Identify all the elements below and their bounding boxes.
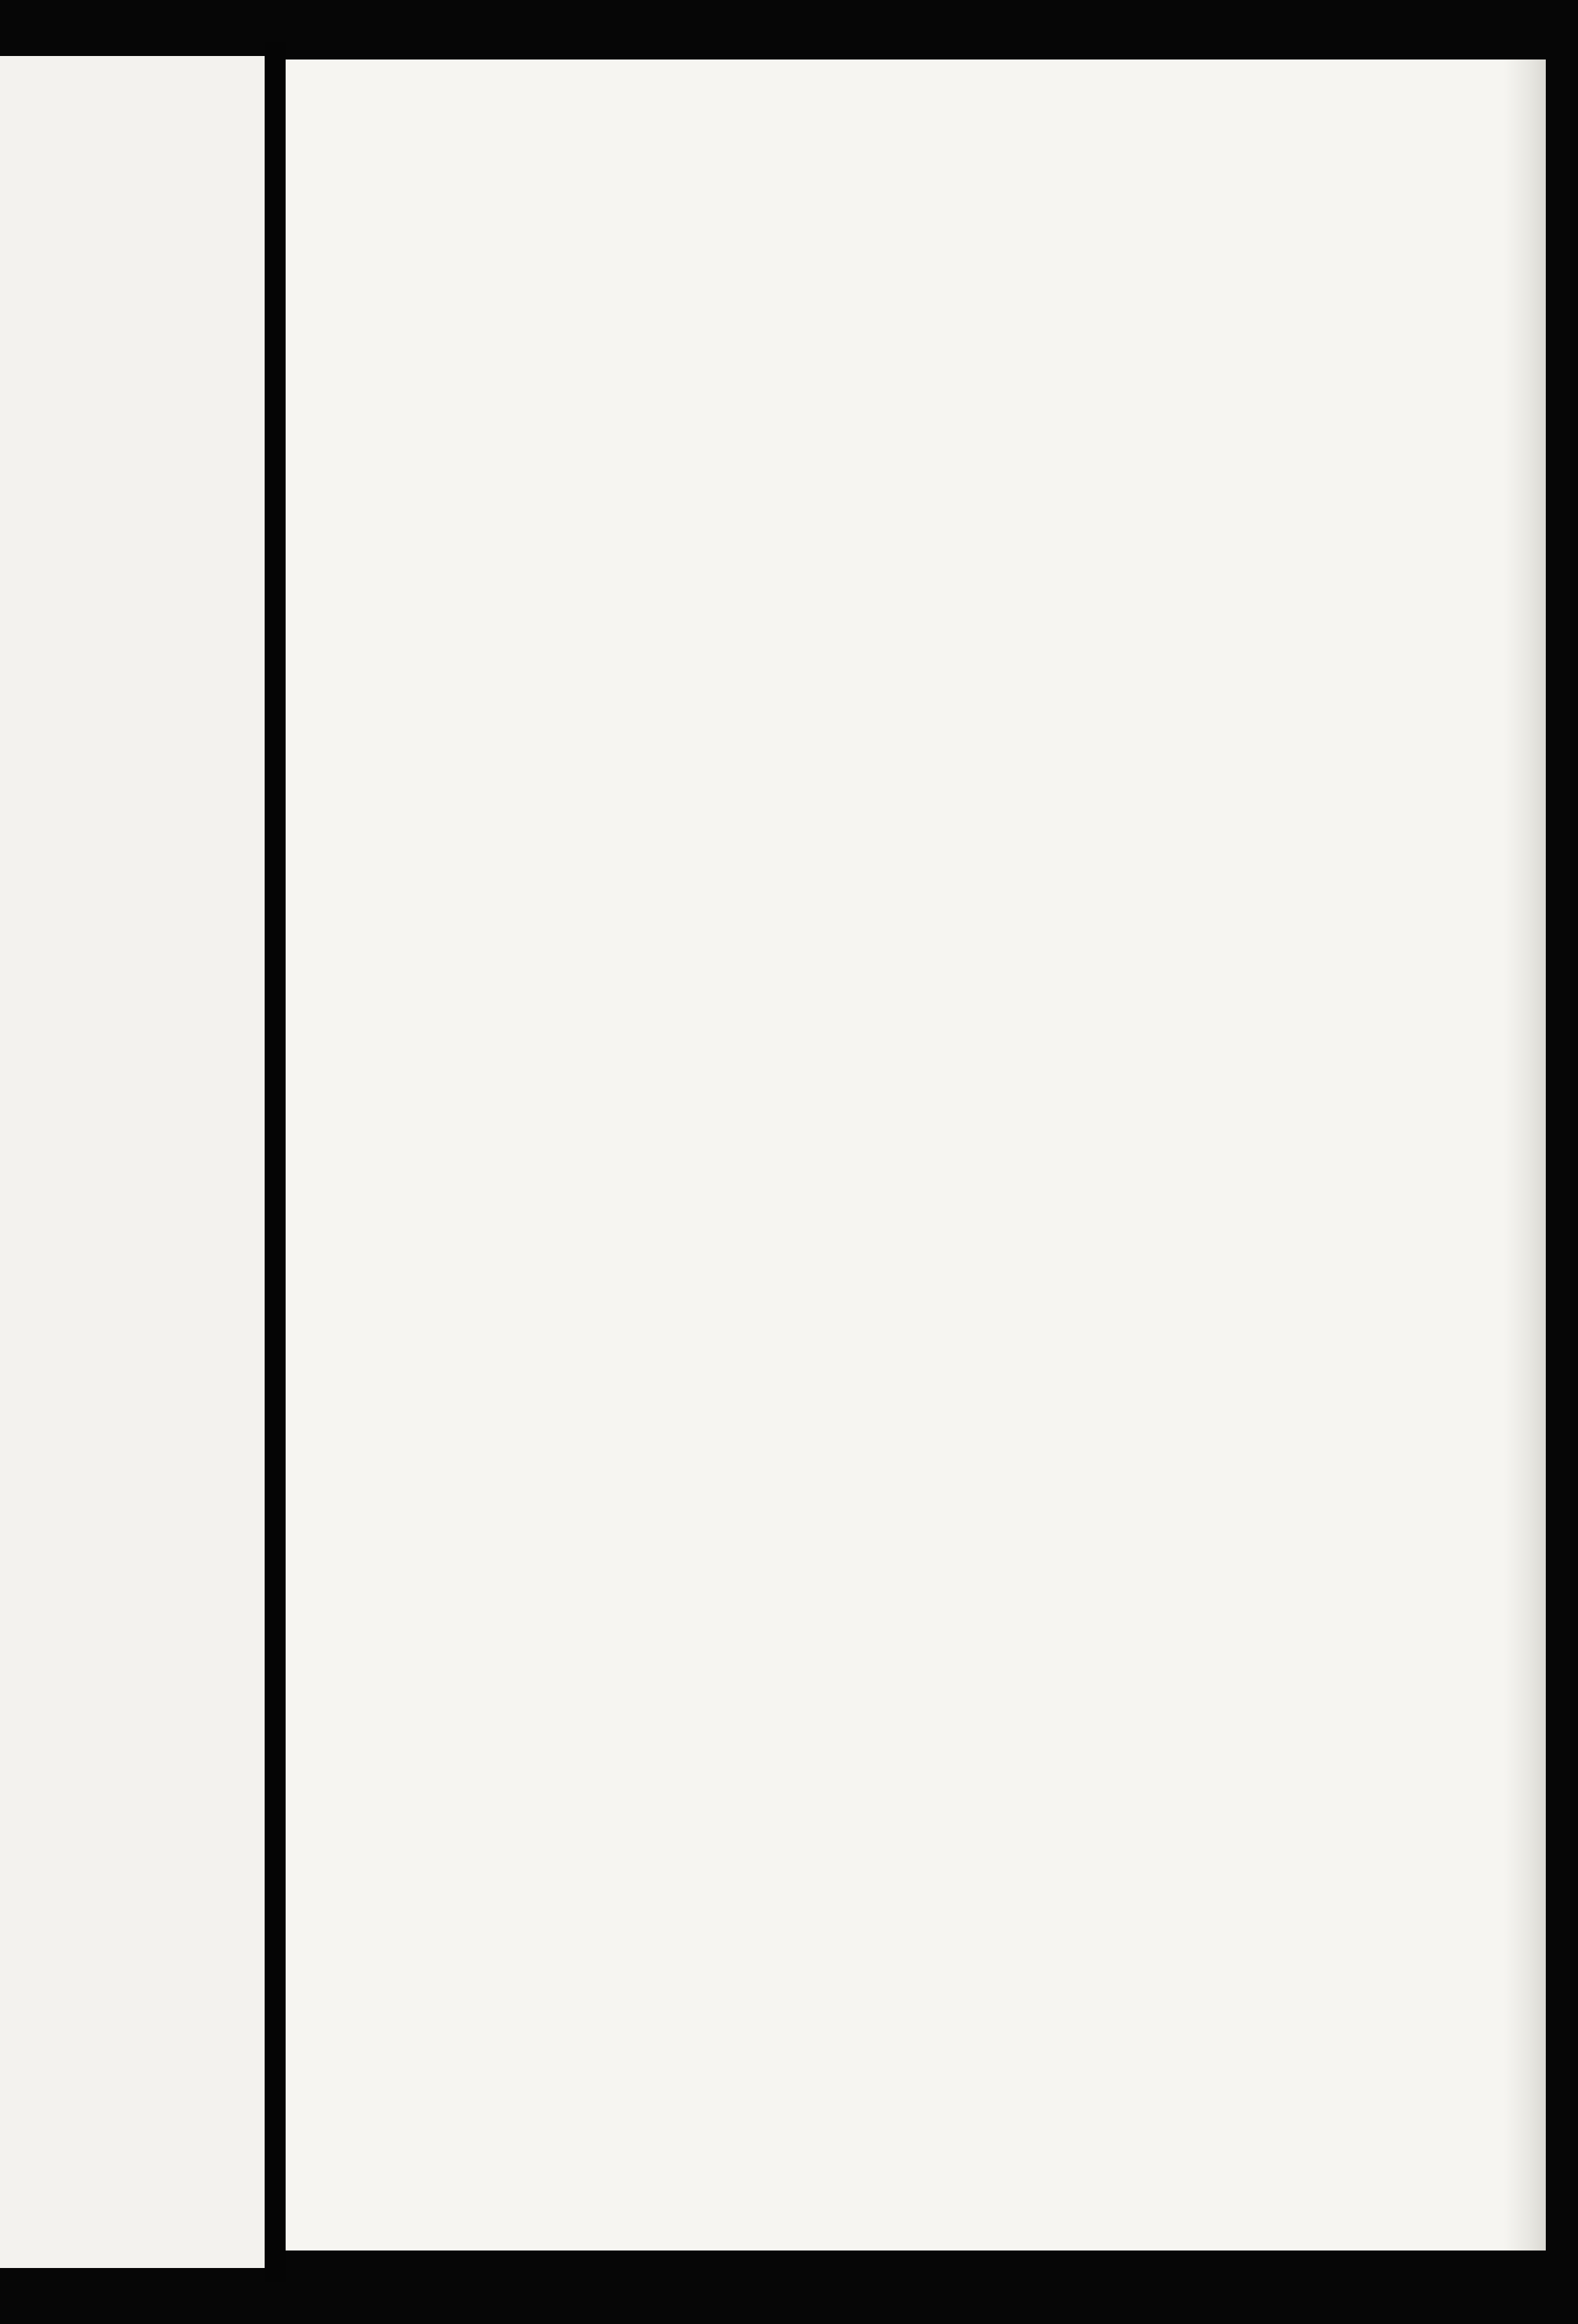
- page-edge: [1504, 59, 1546, 2250]
- page: [286, 59, 1546, 2250]
- facing-page: [0, 56, 265, 2268]
- show-through-text: [356, 59, 1546, 2250]
- book-gutter: [265, 42, 286, 2282]
